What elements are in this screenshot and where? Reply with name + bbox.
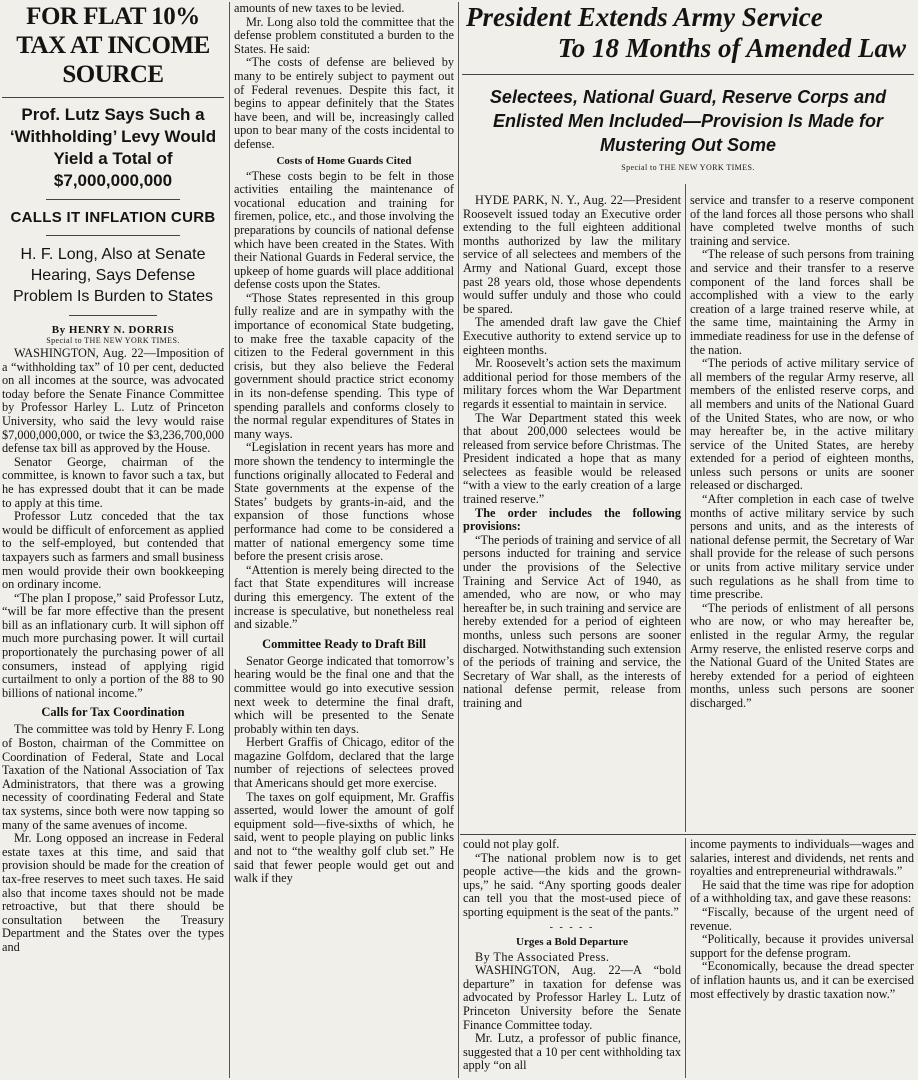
deck-rule-1	[46, 199, 179, 200]
paragraph: “These costs begin to be felt in those activities entailing the maintenance of vocational education and training for firemen, police, etc., and those involving the preparations by councils of national defense which have been created in the States. With their National Guards in Federal service, the upkeep of home guards will place additional defense costs upon the States.	[234, 168, 454, 292]
paragraph: Mr. Roosevelt’s action sets the maximum additional period for those members of the military forces whom the War Department regards it essential to maintain in service.	[463, 356, 681, 411]
paragraph: “The plan I propose,” said Professor Lutz, “will be far more effective than the present bill as an inflationary curb. It will siphon off much more purchasing power. It will curtail proportionately the purchasing power of all consumers, instead of applying rigid curtailment to only a portion of the 88 to 90 billions of national income.”	[2, 590, 224, 700]
paragraph: Herbert Graffis of Chicago, editor of the magazine Golfdom, declared that the large number of rejections of selectees proved that Americans should get more exercise.	[234, 735, 454, 791]
paragraph: He said that the time was ripe for adoption of a withholding tax, and gave these reasons:	[690, 877, 914, 906]
tax-article-body	[2, 347, 224, 955]
paragraph: “The release of such persons from training and service and their transfer to a reserve component of the land forces shall be accomplished with a view to the early creation of a large trained reserve while, at the same time, maintaining the Army in immediate readiness for use in the defense of the nation.	[690, 247, 914, 357]
tax-deck-2: CALLS IT INFLATION CURB	[10, 209, 216, 226]
paragraph: could not play golf.	[463, 838, 560, 851]
paragraph: amounts of new taxes to be levied.	[234, 2, 405, 15]
paragraph: Mr. Long opposed an increase in Federal estate taxes at this time, and said that provision should be made for the creation of tax-free reserves to meet such taxes. He said also that income taxes should not be made retroactive, but that there should be consultation between the Treasury Department and the States over the types and	[2, 831, 224, 954]
army-deck: Selectees, National Guard, Reserve Corps and Enlisted Men Included—Provision Is Made for Mustering Out Some	[489, 87, 887, 155]
tax-deck-3: H. F. Long, Also at Senate Hearing, Says Defense Problem Is Burden to States	[12, 246, 214, 305]
credit-line: By The Associated Press.	[475, 949, 610, 964]
paragraph: service and transfer to a reserve component of the land forces all those persons who shall have completed twelve months of such training and service.	[690, 194, 914, 248]
subhead-bold-departure: Urges a Bold Departure	[516, 935, 628, 948]
paragraph: WASHINGTON, Aug. 22—Imposition of a “withholding tax” of 10 per cent, deducted on all incomes at the source, was advocated today before the Senate Finance Committee by Professor Harley L. Lutz of Princeton University, who said the levy would raise $7,000,000,000, or twice the $3,236,700,000 defense tax bill as approved by the House.	[2, 346, 224, 456]
column-3-continuation	[463, 838, 681, 1078]
subhead-draft-bill: Committee Ready to Draft Bill	[262, 636, 426, 651]
paragraph: “Politically, because it provides universal support for the defense program.	[690, 932, 914, 960]
paragraph: The amended draft law gave the Chief Executive authority to extend service up to eighteen months.	[463, 315, 681, 357]
paragraph: Professor Lutz conceded that the tax would be difficult of enforcement as applied to the self-employed, but contended that taxpayers such as farmers and small business men would provide their own bookkeeping on ordinary income.	[2, 509, 224, 592]
paragraph: Mr. Long also told the committee that the defense problem constituted a burden to the States. He said:	[234, 14, 454, 56]
paragraph: “Legislation in recent years has more and more shown the tendency to intermingle the functions originally allocated to Federal and State governments at the expense of the States’ budgets by grants-in-aid, and the expansion of those functions whose performance had come to be considered a matter of national emergency some time before the present crisis arose.	[234, 440, 454, 564]
column-rule-2	[458, 2, 459, 1078]
column-rule-3	[685, 184, 686, 832]
byline: By HENRY N. DORRIS	[51, 324, 175, 336]
column-1	[2, 2, 224, 1078]
paragraph: “The national problem now is to get people active—the kids and the grown-ups,” he said. “Any sporting goods dealer can tell you that the most-used piece of sporting equipment is the seat of the pants.”	[463, 850, 681, 919]
tax-deck-1: Prof. Lutz Says Such a ‘Withholding’ Levy Would Yield a Total of $7,000,000,000	[9, 105, 217, 190]
paragraph: “Economically, because the dread specter of inflation haunts us, and it can be exercised most effectively by drastic taxation now.”	[690, 959, 914, 1001]
subhead-home-guards: Costs of Home Guards Cited	[276, 154, 412, 167]
deck-rule-3	[69, 315, 158, 316]
paragraph: Mr. Lutz, a professor of public finance, suggested that a 10 per cent withholding tax apply “on all	[463, 1031, 681, 1073]
paragraph: WASHINGTON, Aug. 22—A “bold departure” in taxation for defense was advocated by Professor Harley L. Lutz of Princeton University before the Senate Finance Committee today.	[463, 963, 681, 1032]
paragraph: The order includes the following provisions:	[463, 505, 681, 534]
credit-line: Special to THE NEW YORK TIMES.	[621, 163, 755, 172]
army-headline-block	[462, 2, 914, 187]
column-rule-4	[685, 838, 686, 1078]
paragraph: Senator George, chairman of the committee, is known to favor such a tax, but he has expressed doubt that it can be made to apply at this time.	[2, 454, 224, 510]
credit-line: Special to THE NEW YORK TIMES.	[46, 336, 180, 345]
paragraph: “The periods of enlistment of all persons who are now, or who may hereafter be, enlisted in the regular Army, the regular Army reserve, the enlisted reserve corps and the National Guard of the United States are hereby extended for a period of eighteen months, unless such persons are sooner discharged.”	[690, 600, 914, 710]
paragraph: income payments to individuals—wages and salaries, interest and dividends, net rents and royalties and entrepreneurial withdrawals.”	[690, 838, 914, 879]
paragraph: “After completion in each case of twelve months of active military service by such persons and units, and as the interests of national defense permit, the Secretary of War shall provide for the release of such persons or units from active military service under such regulations as he shall from time to time prescribe.	[690, 492, 914, 602]
paragraph: The taxes on golf equipment, Mr. Graffis asserted, would lower the amount of golf equipment sold—five-sixths of which, he said, went to people playing on public links and not to “the wealthy golf club set.” He said that fewer people would get out and walk if they	[234, 789, 454, 886]
army-story-bottom-rule	[460, 834, 916, 835]
column-rule-1	[229, 2, 230, 1078]
paragraph: Senator George indicated that tomorrow’s hearing would be the final one and that the committee would go into executive session next week to determine the final draft, which will be presented to the Senate probably within ten days.	[234, 653, 454, 736]
paragraph: HYDE PARK, N. Y., Aug. 22—President Roosevelt issued today an Executive order extending to the full eighteen additional months authorized by law the military service of all selectees and members of the Army and National Guard, except those past 28 years old, those whose dependents would suffer unduly and those who could be spared.	[463, 194, 681, 316]
headline-rule	[2, 97, 224, 98]
deck-rule-2	[46, 235, 179, 236]
army-column-2	[690, 194, 914, 830]
paragraph: “Attention is merely being directed to the fact that State expenditures will increase during this emergency. The extent of the increase is speculative, but nonetheless real and sizable.”	[234, 562, 454, 632]
paragraph: The War Department stated this week that about 200,000 selectees would be released from service before Christmas. The President indicated a hope that as many selectees as feasible would be released “with a view to the early creation of a large trained reserve.”	[463, 410, 681, 507]
paragraph: The committee was told by Henry F. Long of Boston, chairman of the Committee on Coordination of Federal, State and Local Taxation of the National Association of Tax Administrators, that there was a growing necessity of coordinating Federal and State tax systems, since both were now tapping so many of the same avenues of income.	[2, 722, 224, 832]
paragraph: “The periods of active military service of all members of the regular Army reserve, all members of the enlisted reserve corps, and all members and units of the National Guard of the United States, who are now, or who may hereafter be, in the active military service of the United States, are hereby extended for a period of eighteen months, unless such persons or units are sooner released or discharged.	[690, 356, 914, 493]
army-headline-rule	[462, 74, 914, 75]
army-column-1	[463, 194, 681, 830]
paragraph: “The periods of training and service of all persons inducted for training and service under the provisions of the Selective Training and Service Act of 1940, as amended, who are now, or who may hereafter be, in such training and service are hereby extended for a period of eighteen months, unless such persons are sooner discharged. Notwithstanding such extension of the periods of training and service, the Secretary of War shall, as the interests of national defense permit, release from training and	[463, 532, 681, 710]
column-4-continuation	[690, 838, 914, 1078]
section-divider: - - - - -	[549, 921, 595, 933]
army-headline-line-2: To 18 Months of Amended Law	[557, 33, 906, 63]
subhead-tax-coordination: Calls for Tax Coordination	[41, 705, 185, 720]
paragraph: “The costs of defense are believed by many to be entirely subject to payment out of Federal revenues. Despite this fact, it begins to appear definitely that the States have been, and will be, increasingly called upon to bear many of the costs incidental to defense.	[234, 55, 454, 151]
paragraph: “Fiscally, because of the urgent need of revenue.	[690, 904, 914, 933]
army-headline-line-1: President Extends Army Service	[466, 2, 823, 32]
paragraph: “Those States represented in this group fully realize and are in sympathy with the importance of economical State budgeting, to make free the taxable capacity of the citizen to the Federal government in this crisis, but they also believe the Federal government should practice strict economy in its non-defense spending. This type of spending parallels and conforms closely to the normal regular expenditures of States in many ways.	[234, 290, 454, 441]
tax-headline: FOR FLAT 10% TAX AT INCOME SOURCE	[16, 3, 210, 88]
column-2	[234, 2, 454, 1078]
